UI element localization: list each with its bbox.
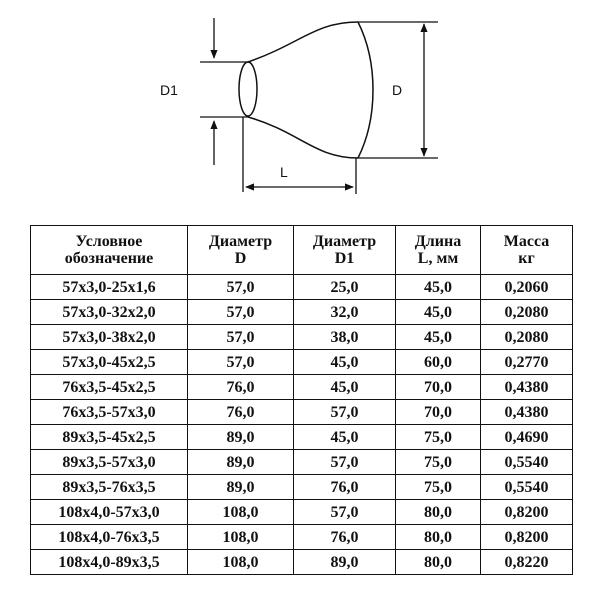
cell-designation: 108x4,0-89x3,5 — [31, 550, 188, 575]
cell-length: 70,0 — [396, 400, 481, 425]
cell-mass: 0,2080 — [481, 325, 573, 350]
cell-mass: 0,4690 — [481, 425, 573, 450]
table-row — [31, 375, 573, 400]
header-diameter-d — [188, 226, 294, 275]
table-row — [31, 425, 573, 450]
header-line: D — [234, 250, 247, 267]
cell-length: 60,0 — [396, 350, 481, 375]
cell-diameter-d1: 89,0 — [294, 550, 396, 575]
cell-length: 75,0 — [396, 425, 481, 450]
cell-length: 80,0 — [396, 525, 481, 550]
cell-diameter-d: 57,0 — [188, 275, 294, 300]
reducer-drawing — [0, 0, 600, 215]
cell-mass: 0,8200 — [481, 525, 573, 550]
cell-designation: 57x3,0-45x2,5 — [31, 350, 188, 375]
cell-length: 45,0 — [396, 300, 481, 325]
cell-designation: 89x3,5-45x2,5 — [31, 425, 188, 450]
cell-length: 70,0 — [396, 375, 481, 400]
header-diameter-d1 — [294, 226, 396, 275]
cell-diameter-d1: 32,0 — [294, 300, 396, 325]
table-row — [31, 500, 573, 525]
cell-length: 75,0 — [396, 450, 481, 475]
table-row — [31, 525, 573, 550]
table-row — [31, 550, 573, 575]
cell-length: 45,0 — [396, 275, 481, 300]
cell-diameter-d: 108,0 — [188, 550, 294, 575]
cell-diameter-d1: 45,0 — [294, 425, 396, 450]
header-line: Диаметр — [312, 233, 377, 250]
l-label: L — [280, 164, 288, 180]
cell-designation: 89x3,5-76x3,5 — [31, 475, 188, 500]
cell-diameter-d: 76,0 — [188, 375, 294, 400]
cell-diameter-d: 89,0 — [188, 475, 294, 500]
cell-diameter-d: 108,0 — [188, 500, 294, 525]
cell-diameter-d1: 38,0 — [294, 325, 396, 350]
cell-mass: 0,4380 — [481, 375, 573, 400]
cell-mass: 0,2080 — [481, 300, 573, 325]
cell-diameter-d1: 45,0 — [294, 375, 396, 400]
cell-diameter-d1: 76,0 — [294, 525, 396, 550]
cell-mass: 0,2770 — [481, 350, 573, 375]
cell-diameter-d1: 76,0 — [294, 475, 396, 500]
table-row — [31, 450, 573, 475]
cell-designation: 57x3,0-25x1,6 — [31, 275, 188, 300]
d-label: D — [392, 82, 403, 98]
cell-mass: 0,5540 — [481, 450, 573, 475]
cell-diameter-d1: 57,0 — [294, 500, 396, 525]
header-line: кг — [518, 250, 535, 267]
cell-mass: 0,5540 — [481, 475, 573, 500]
cell-mass: 0,8220 — [481, 550, 573, 575]
cell-diameter-d1: 45,0 — [294, 350, 396, 375]
cell-diameter-d: 89,0 — [188, 425, 294, 450]
cell-diameter-d1: 57,0 — [294, 400, 396, 425]
header-designation — [31, 226, 188, 275]
cell-length: 45,0 — [396, 325, 481, 350]
cell-diameter-d: 57,0 — [188, 325, 294, 350]
reducer-body — [239, 22, 373, 158]
table-row — [31, 475, 573, 500]
cell-length: 80,0 — [396, 500, 481, 525]
cell-diameter-d: 89,0 — [188, 450, 294, 475]
cell-mass: 0,8200 — [481, 500, 573, 525]
cell-diameter-d1: 57,0 — [294, 450, 396, 475]
cell-designation: 89x3,5-57x3,0 — [31, 450, 188, 475]
table-body — [31, 275, 573, 575]
cell-designation: 76x3,5-45x2,5 — [31, 375, 188, 400]
table-row — [31, 325, 573, 350]
header-line: Масса — [503, 233, 550, 250]
header-line: D1 — [334, 250, 355, 267]
d1-label: D1 — [160, 82, 178, 98]
cell-diameter-d: 57,0 — [188, 350, 294, 375]
header-line: L, мм — [417, 250, 459, 267]
cell-designation: 57x3,0-38x2,0 — [31, 325, 188, 350]
cell-designation: 57x3,0-32x2,0 — [31, 300, 188, 325]
table-row — [31, 300, 573, 325]
d1-dimension — [200, 18, 248, 165]
header-length — [396, 226, 481, 275]
cell-length: 75,0 — [396, 475, 481, 500]
cell-length: 80,0 — [396, 550, 481, 575]
cell-designation: 108x4,0-76x3,5 — [31, 525, 188, 550]
header-line: Диаметр — [208, 233, 273, 250]
cell-designation: 76x3,5-57x3,0 — [31, 400, 188, 425]
cell-diameter-d: 108,0 — [188, 525, 294, 550]
cell-diameter-d1: 25,0 — [294, 275, 396, 300]
header-mass — [481, 226, 573, 275]
cell-diameter-d: 76,0 — [188, 400, 294, 425]
spec-table — [30, 225, 573, 575]
header-line: Длина — [414, 233, 462, 250]
cell-designation: 108x4,0-57x3,0 — [31, 500, 188, 525]
header-line: обозначение — [64, 250, 154, 267]
cell-diameter-d: 57,0 — [188, 300, 294, 325]
cell-mass: 0,4380 — [481, 400, 573, 425]
table-row — [31, 275, 573, 300]
cell-mass: 0,2060 — [481, 275, 573, 300]
table-row — [31, 350, 573, 375]
table-header-row — [31, 226, 573, 275]
header-line: Условное — [75, 233, 143, 250]
table-row — [31, 400, 573, 425]
